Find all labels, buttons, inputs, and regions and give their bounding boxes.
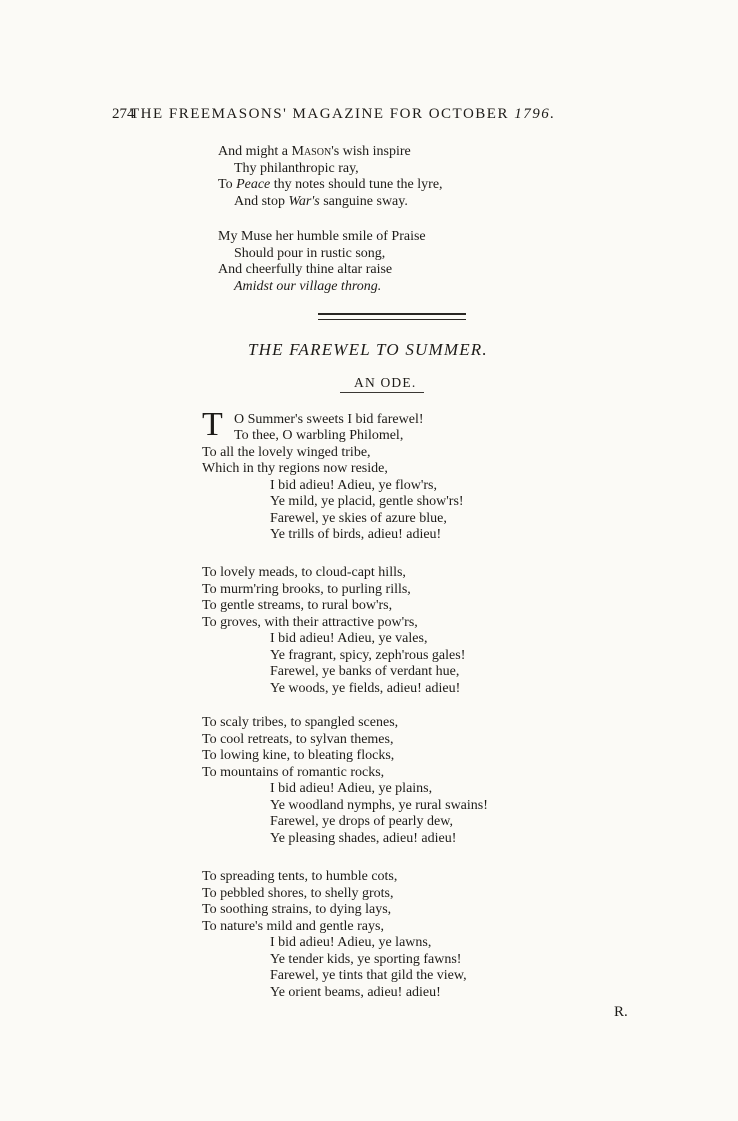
verse-line: To nature's mild and gentle rays, (202, 918, 384, 934)
poem-subtitle: AN ODE. (354, 375, 417, 390)
verse-line: To lowing kine, to bleating flocks, (202, 748, 395, 763)
verse-line: Should pour in rustic song, (234, 245, 386, 261)
verse-line: Farewel, ye drops of pearly dew, (270, 814, 453, 829)
verse-line: And cheerfully thine altar raise (218, 262, 393, 277)
verse-line: To groves, with their attractive pow'rs, (202, 614, 418, 630)
verse-line: And stop War's sanguine sway. (234, 193, 408, 209)
running-year: 1796. (514, 106, 556, 122)
running-title: THE FREEMASONS' MAGAZINE FOR OCTOBER (130, 106, 509, 122)
verse-line: Ye woods, ye fields, adieu! adieu! (270, 680, 461, 696)
verse-line: Ye woodland nymphs, ye rural swains! (270, 797, 488, 813)
verse-line: To scaly tribes, to spangled scenes, (202, 715, 399, 730)
stanza-2 (202, 565, 465, 697)
verse-line: Farewel, ye banks of verdant hue, (270, 664, 460, 679)
stanza-1 (202, 428, 464, 544)
verse-line: To soothing strains, to dying lays, (202, 902, 392, 917)
section-divider (318, 313, 466, 320)
verse-line: Farewel, ye skies of azure blue, (270, 510, 447, 526)
verse-line: Ye trills of birds, adieu! adieu! (270, 527, 442, 542)
prior-poem-stanza-2 (218, 229, 426, 295)
verse-line: To murm'ring brooks, to purling rills, (202, 581, 411, 597)
author-signature: R. (614, 1004, 628, 1020)
mason-name: Mason (291, 144, 332, 159)
verse-line: Ye mild, ye placid, gentle show'rs! (270, 494, 464, 509)
verse-line: Ye fragrant, spicy, zeph'rous gales! (270, 647, 466, 663)
verse-line: To gentle streams, to rural bow'rs, (202, 598, 393, 613)
verse-line: To pebbled shores, to shelly grots, (202, 885, 394, 901)
verse-line: To lovely meads, to cloud-capt hills, (202, 565, 406, 580)
page-number: 274 (112, 106, 135, 122)
verse-line: O Summer's sweets I bid farewel! (234, 412, 424, 427)
verse-line: To spreading tents, to humble cots, (202, 869, 398, 884)
drop-cap: T (202, 406, 223, 443)
verse-line: Farewel, ye tints that gild the view, (270, 968, 467, 983)
verse-line: I bid adieu! Adieu, ye vales, (270, 631, 428, 646)
prior-poem-stanza-1 (218, 144, 443, 210)
verse-line: To thee, O warbling Philomel, (234, 428, 404, 443)
verse-line: I bid adieu! Adieu, ye flow'rs, (270, 477, 437, 493)
stanza-4 (202, 869, 467, 1001)
verse-line: Ye pleasing shades, adieu! adieu! (270, 830, 457, 846)
stanza-3 (202, 715, 488, 847)
verse-line: Thy philanthropic ray, (234, 160, 359, 176)
verse-line: My Muse her humble smile of Praise (218, 229, 426, 244)
verse-line: Amidst our village throng. (234, 278, 382, 294)
verse-line: Ye tender kids, ye sporting fawns! (270, 951, 462, 967)
verse-line: To mountains of romantic rocks, (202, 764, 385, 780)
subtitle-rule (340, 392, 424, 393)
poem-title: THE FAREWEL TO SUMMER. (248, 340, 488, 359)
verse-line: To cool retreats, to sylvan themes, (202, 731, 394, 747)
stanza-1-first-line (234, 412, 424, 429)
verse-line: I bid adieu! Adieu, ye plains, (270, 781, 433, 796)
verse-line: And might a Mason's wish inspire (218, 144, 411, 159)
verse-line: To all the lovely winged tribe, (202, 444, 371, 460)
running-header (112, 106, 630, 123)
verse-line: To Peace thy notes should tune the lyre, (218, 177, 443, 192)
verse-line: Ye orient beams, adieu! adieu! (270, 984, 441, 1000)
verse-line: Which in thy regions now reside, (202, 461, 388, 476)
verse-line: I bid adieu! Adieu, ye lawns, (270, 935, 432, 950)
